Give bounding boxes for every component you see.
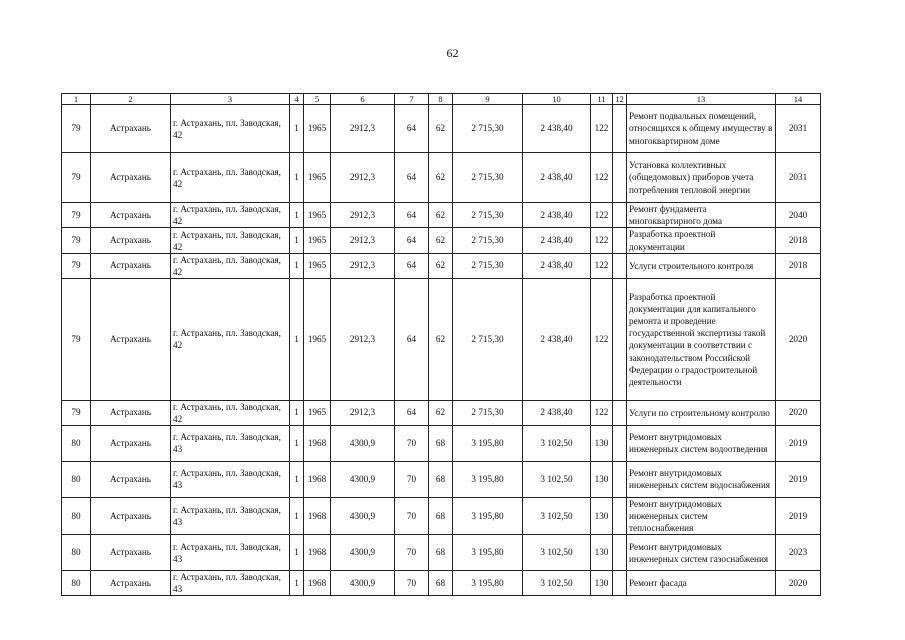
value-cell: 64 — [395, 105, 429, 153]
column-number: 7 — [395, 94, 429, 105]
city-cell: Астрахань — [91, 278, 171, 400]
empty-cell — [613, 253, 627, 278]
column-number: 14 — [776, 94, 821, 105]
planned-year-cell: 2031 — [776, 105, 821, 153]
area-cell: 2912,3 — [331, 105, 395, 153]
table-row — [62, 253, 821, 278]
address-cell: г. Астрахань, пл. Заводская, 42 — [171, 400, 290, 425]
value-cell: 70 — [395, 461, 429, 497]
count-cell: 1 — [290, 153, 304, 203]
column-number-row — [62, 94, 821, 105]
cost-cell: 2 715,30 — [453, 278, 523, 400]
work-type-cell: Ремонт фундамента многоквартирного дома — [627, 203, 776, 228]
row-number: 79 — [62, 400, 91, 425]
value-cell: 62 — [429, 400, 453, 425]
value-cell: 68 — [429, 571, 453, 596]
empty-cell — [613, 461, 627, 497]
cost-cell: 2 438,40 — [523, 253, 591, 278]
cost-cell: 2 438,40 — [523, 228, 591, 253]
empty-cell — [613, 228, 627, 253]
value-cell: 68 — [429, 535, 453, 571]
cost-cell: 3 102,50 — [523, 425, 591, 461]
count-cell: 1 — [290, 535, 304, 571]
value-cell: 62 — [429, 105, 453, 153]
year-cell: 1965 — [304, 153, 331, 203]
work-type-cell: Ремонт внутридомовых инженерных систем водоснабжения — [627, 461, 776, 497]
column-number: 8 — [429, 94, 453, 105]
cost-cell: 3 102,50 — [523, 497, 591, 535]
row-number: 80 — [62, 425, 91, 461]
table-row — [62, 105, 821, 153]
table-row — [62, 461, 821, 497]
row-number: 79 — [62, 203, 91, 228]
work-type-cell: Ремонт внутридомовых инженерных систем водоотведения — [627, 425, 776, 461]
address-cell: г. Астрахань, пл. Заводская, 42 — [171, 278, 290, 400]
row-number: 79 — [62, 153, 91, 203]
row-number: 79 — [62, 278, 91, 400]
city-cell: Астрахань — [91, 153, 171, 203]
area-cell: 2912,3 — [331, 400, 395, 425]
count-cell: 1 — [290, 203, 304, 228]
year-cell: 1965 — [304, 105, 331, 153]
value-cell: 130 — [591, 571, 613, 596]
city-cell: Астрахань — [91, 400, 171, 425]
empty-cell — [613, 278, 627, 400]
planned-year-cell: 2019 — [776, 461, 821, 497]
address-cell: г. Астрахань, пл. Заводская, 42 — [171, 253, 290, 278]
planned-year-cell: 2018 — [776, 253, 821, 278]
table-row — [62, 400, 821, 425]
value-cell: 70 — [395, 425, 429, 461]
empty-cell — [613, 425, 627, 461]
work-type-cell: Установка коллективных (общедомовых) приборов учета потребления тепловой энергии — [627, 153, 776, 203]
value-cell: 68 — [429, 461, 453, 497]
area-cell: 4300,9 — [331, 571, 395, 596]
column-number: 10 — [523, 94, 591, 105]
city-cell: Астрахань — [91, 253, 171, 278]
value-cell: 122 — [591, 278, 613, 400]
year-cell: 1965 — [304, 400, 331, 425]
value-cell: 122 — [591, 203, 613, 228]
area-cell: 2912,3 — [331, 153, 395, 203]
table-row — [62, 497, 821, 535]
cost-cell: 3 195,80 — [453, 461, 523, 497]
column-number: 3 — [171, 94, 290, 105]
year-cell: 1968 — [304, 497, 331, 535]
count-cell: 1 — [290, 278, 304, 400]
value-cell: 70 — [395, 497, 429, 535]
column-number: 5 — [304, 94, 331, 105]
count-cell: 1 — [290, 571, 304, 596]
value-cell: 130 — [591, 461, 613, 497]
city-cell: Астрахань — [91, 203, 171, 228]
row-number: 79 — [62, 253, 91, 278]
area-cell: 4300,9 — [331, 425, 395, 461]
planned-year-cell: 2020 — [776, 571, 821, 596]
value-cell: 62 — [429, 203, 453, 228]
value-cell: 68 — [429, 425, 453, 461]
city-cell: Астрахань — [91, 535, 171, 571]
value-cell: 64 — [395, 228, 429, 253]
column-number: 6 — [331, 94, 395, 105]
count-cell: 1 — [290, 400, 304, 425]
value-cell: 70 — [395, 535, 429, 571]
column-number: 1 — [62, 94, 91, 105]
work-type-cell: Услуги по строительному контролю — [627, 400, 776, 425]
value-cell: 64 — [395, 253, 429, 278]
planned-year-cell: 2020 — [776, 278, 821, 400]
cost-cell: 3 195,80 — [453, 571, 523, 596]
planned-year-cell: 2031 — [776, 153, 821, 203]
city-cell: Астрахань — [91, 105, 171, 153]
area-cell: 2912,3 — [331, 253, 395, 278]
empty-cell — [613, 571, 627, 596]
page-number: 62 — [446, 46, 459, 60]
table-row — [62, 153, 821, 203]
city-cell: Астрахань — [91, 425, 171, 461]
work-type-cell: Ремонт внутридомовых инженерных систем газоснабжения — [627, 535, 776, 571]
table-row — [62, 425, 821, 461]
year-cell: 1965 — [304, 228, 331, 253]
value-cell: 62 — [429, 228, 453, 253]
area-cell: 2912,3 — [331, 203, 395, 228]
work-type-cell: Разработка проектной документации для капитального ремонта и проведение государственной экспертизы такой документации в соответствии с законодательством Российской Федерации о градостроительной деятельности — [627, 278, 776, 400]
empty-cell — [613, 203, 627, 228]
city-cell: Астрахань — [91, 228, 171, 253]
planned-year-cell: 2023 — [776, 535, 821, 571]
address-cell: г. Астрахань, пл. Заводская, 43 — [171, 425, 290, 461]
repair-program-table — [61, 93, 821, 596]
cost-cell: 3 195,80 — [453, 497, 523, 535]
table-row — [62, 535, 821, 571]
cost-cell: 3 102,50 — [523, 535, 591, 571]
empty-cell — [613, 497, 627, 535]
row-number: 80 — [62, 535, 91, 571]
address-cell: г. Астрахань, пл. Заводская, 42 — [171, 105, 290, 153]
work-type-cell: Услуги строительного контроля — [627, 253, 776, 278]
row-number: 79 — [62, 228, 91, 253]
column-number: 4 — [290, 94, 304, 105]
value-cell: 130 — [591, 425, 613, 461]
address-cell: г. Астрахань, пл. Заводская, 43 — [171, 497, 290, 535]
year-cell: 1965 — [304, 278, 331, 400]
planned-year-cell: 2040 — [776, 203, 821, 228]
year-cell: 1968 — [304, 571, 331, 596]
count-cell: 1 — [290, 497, 304, 535]
value-cell: 62 — [429, 278, 453, 400]
address-cell: г. Астрахань, пл. Заводская, 42 — [171, 203, 290, 228]
work-type-cell: Ремонт подвальных помещений, относящихся к общему имуществу в многоквартирном доме — [627, 105, 776, 153]
cost-cell: 2 715,30 — [453, 153, 523, 203]
value-cell: 130 — [591, 535, 613, 571]
empty-cell — [613, 535, 627, 571]
table-row — [62, 203, 821, 228]
city-cell: Астрахань — [91, 571, 171, 596]
address-cell: г. Астрахань, пл. Заводская, 43 — [171, 461, 290, 497]
cost-cell: 2 715,30 — [453, 105, 523, 153]
value-cell: 122 — [591, 228, 613, 253]
row-number: 80 — [62, 497, 91, 535]
city-cell: Астрахань — [91, 497, 171, 535]
table-row — [62, 571, 821, 596]
address-cell: г. Астрахань, пл. Заводская, 43 — [171, 571, 290, 596]
area-cell: 2912,3 — [331, 228, 395, 253]
year-cell: 1968 — [304, 535, 331, 571]
address-cell: г. Астрахань, пл. Заводская, 42 — [171, 228, 290, 253]
year-cell: 1968 — [304, 461, 331, 497]
planned-year-cell: 2020 — [776, 400, 821, 425]
year-cell: 1965 — [304, 203, 331, 228]
value-cell: 62 — [429, 153, 453, 203]
value-cell: 64 — [395, 153, 429, 203]
cost-cell: 2 438,40 — [523, 400, 591, 425]
value-cell: 64 — [395, 203, 429, 228]
cost-cell: 3 195,80 — [453, 425, 523, 461]
cost-cell: 2 715,30 — [453, 203, 523, 228]
planned-year-cell: 2019 — [776, 497, 821, 535]
work-type-cell: Ремонт внутридомовых инженерных систем теплоснабжения — [627, 497, 776, 535]
column-number: 12 — [613, 94, 627, 105]
value-cell: 122 — [591, 153, 613, 203]
column-number: 13 — [627, 94, 776, 105]
count-cell: 1 — [290, 105, 304, 153]
address-cell: г. Астрахань, пл. Заводская, 42 — [171, 153, 290, 203]
empty-cell — [613, 153, 627, 203]
cost-cell: 3 195,80 — [453, 535, 523, 571]
address-cell: г. Астрахань, пл. Заводская, 43 — [171, 535, 290, 571]
table-row — [62, 278, 821, 400]
count-cell: 1 — [290, 253, 304, 278]
row-number: 80 — [62, 461, 91, 497]
value-cell: 122 — [591, 105, 613, 153]
year-cell: 1968 — [304, 425, 331, 461]
count-cell: 1 — [290, 425, 304, 461]
empty-cell — [613, 105, 627, 153]
cost-cell: 2 715,30 — [453, 400, 523, 425]
value-cell: 130 — [591, 497, 613, 535]
area-cell: 4300,9 — [331, 461, 395, 497]
count-cell: 1 — [290, 228, 304, 253]
city-cell: Астрахань — [91, 461, 171, 497]
cost-cell: 2 715,30 — [453, 228, 523, 253]
cost-cell: 2 438,40 — [523, 153, 591, 203]
value-cell: 122 — [591, 400, 613, 425]
area-cell: 4300,9 — [331, 497, 395, 535]
row-number: 79 — [62, 105, 91, 153]
value-cell: 62 — [429, 253, 453, 278]
planned-year-cell: 2018 — [776, 228, 821, 253]
cost-cell: 2 438,40 — [523, 278, 591, 400]
value-cell: 70 — [395, 571, 429, 596]
area-cell: 2912,3 — [331, 278, 395, 400]
value-cell: 64 — [395, 278, 429, 400]
cost-cell: 2 438,40 — [523, 203, 591, 228]
column-number: 11 — [591, 94, 613, 105]
row-number: 80 — [62, 571, 91, 596]
cost-cell: 2 715,30 — [453, 253, 523, 278]
column-number: 9 — [453, 94, 523, 105]
count-cell: 1 — [290, 461, 304, 497]
cost-cell: 3 102,50 — [523, 461, 591, 497]
cost-cell: 2 438,40 — [523, 105, 591, 153]
empty-cell — [613, 400, 627, 425]
value-cell: 122 — [591, 253, 613, 278]
planned-year-cell: 2019 — [776, 425, 821, 461]
value-cell: 68 — [429, 497, 453, 535]
year-cell: 1965 — [304, 253, 331, 278]
area-cell: 4300,9 — [331, 535, 395, 571]
work-type-cell: Разработка проектной документации — [627, 228, 776, 253]
table-row — [62, 228, 821, 253]
value-cell: 64 — [395, 400, 429, 425]
column-number: 2 — [91, 94, 171, 105]
cost-cell: 3 102,50 — [523, 571, 591, 596]
work-type-cell: Ремонт фасада — [627, 571, 776, 596]
